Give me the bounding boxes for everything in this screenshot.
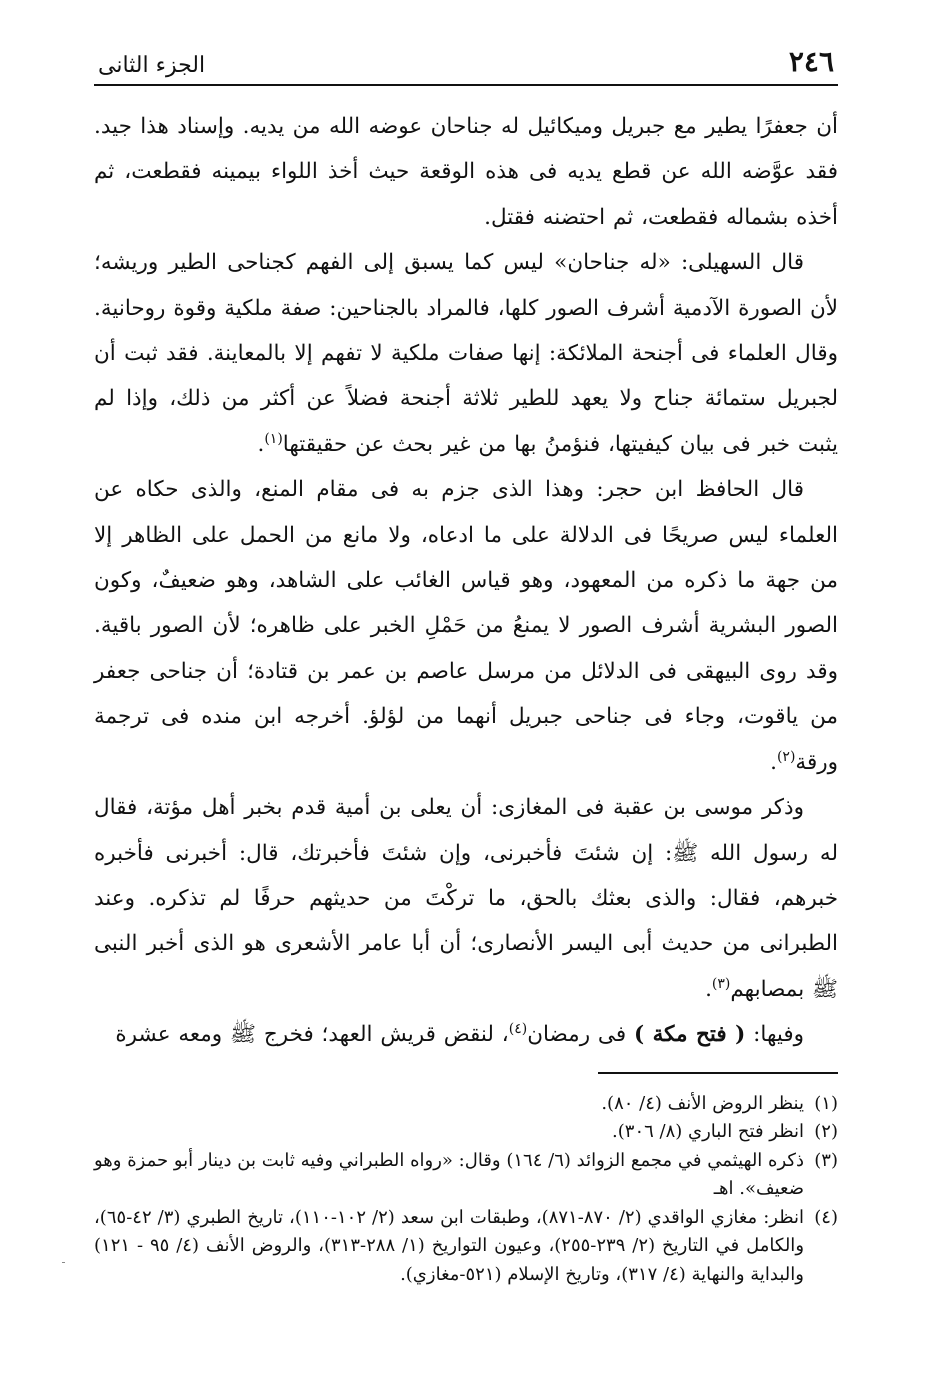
footnote-ref: (٣) bbox=[711, 975, 731, 992]
paragraph-end: ، لنقض قريش العهد؛ فخرج ﷺ ومعه عشرة bbox=[115, 1022, 509, 1048]
footnote-ref: (٤) bbox=[508, 1020, 528, 1037]
footnote-number: (٣) bbox=[814, 1149, 838, 1171]
paragraph-text: أن جعفرًا يطير مع جبريل وميكائيل له جناحان عوضه الله من يديه. وإسناد هذا جيد. فقد عوَّضه الله عن قطع يديه فى هذه الوقعة حيث أخذ اللواء بيمينه فقطعت، ثم أخذه بشماله فقطعت، ثم احتضنه فقتل. bbox=[94, 114, 838, 230]
paragraph-end: . bbox=[770, 749, 777, 775]
section-heading-inline: ( فتح مكة ) bbox=[633, 1022, 746, 1048]
page-number: ٢٤٦ bbox=[788, 45, 834, 78]
scan-speck bbox=[62, 1262, 65, 1263]
footnotes bbox=[94, 1090, 838, 1290]
paragraph-end: . bbox=[705, 976, 712, 1002]
footnote-number: (٤) bbox=[814, 1206, 838, 1228]
paragraph-prefix: وفيها: bbox=[745, 1022, 804, 1048]
footnote-number: (٢) bbox=[814, 1121, 838, 1143]
footnote-ref: (٢) bbox=[776, 748, 796, 765]
footnote-text: انظر فتح الباري (٨/ ٣٠٦). bbox=[612, 1121, 804, 1143]
paragraph-text: وذكر موسى بن عقبة فى المغازى: أن يعلى بن أمية قدم بخبر أهل مؤتة، فقال له رسول الله ﷺ: إن شئتَ فأخبرنى، وإن شئتَ فأخبرتك، قال: أخبرنى فأخبره خبرهم، فقال: والذى بعثك بالحق، ما تركْتَ من حديثهم حرفًا لم تذكره. وعند الطبرانى من حديث أبى اليسر الأنصارى؛ أن أبا عامر الأشعرى هو الذى أخبر النبى ﷺ بمصابهم bbox=[94, 795, 838, 1002]
footnote-separator bbox=[598, 1072, 838, 1074]
footnote-text: ذكره الهيثمي في مجمع الزوائد (٦/ ١٦٤) وقال: «رواه الطبراني وفيه ثابت بن دينار أبو حمزة وهو ضعيف». اهـ bbox=[94, 1149, 804, 1200]
paragraph-2 bbox=[94, 240, 838, 467]
footnote-ref: (١) bbox=[264, 430, 283, 447]
page-header bbox=[94, 40, 838, 86]
footnote-4 bbox=[94, 1204, 838, 1290]
paragraph-end: . bbox=[257, 431, 265, 457]
footnote-1 bbox=[94, 1090, 838, 1119]
footnote-text: ينظر الروض الأنف (٤/ ٨٠). bbox=[601, 1092, 804, 1114]
book-page bbox=[94, 40, 838, 1289]
footnote-2 bbox=[94, 1118, 838, 1147]
footnote-number: (١) bbox=[814, 1092, 838, 1114]
footnote-text: انظر: مغازي الواقدي (٢/ ٨٧٠-٨٧١)، وطبقات ابن سعد (٢/ ١٠٢-١١٠)، تاريخ الطبري (٣/ ٤٢-٦٥)، والكامل في التاريخ (٢/ ٢٣٩-٢٥٥)، وعيون التواريخ (١/ ٢٨٨-٣١٣)، والروض الأنف (٤/ ٩٥ - ١٢١) والبداية والنهاية (٤/ ٣١٧)، وتاريخ الإسلام (٥٢١-مغازي). bbox=[94, 1206, 805, 1285]
paragraph-text: قال الحافظ ابن حجر: وهذا الذى جزم به فى مقام المنع، والذى حكاه عن العلماء ليس صريحًا فى الدلالة على ما ادعاه، ولا مانع من الحمل على الظاهر إلا من جهة ما ذكره من المعهود، وهو قياس الغائب على الشاهد، وهو ضعيفٌ، وكون الصور البشرية أشرف الصور لا يمنعُ من حَمْلِ الخبر على ظاهره؛ لأن الصور باقية. وقد روى البيهقى فى الدلائل من مرسل عاصم بن عمر بن قتادة؛ أن جناحى جعفر من ياقوت، وجاء فى جناحى جبريل أنهما من لؤلؤ. أخرجه ابن منده فى ترجمة ورقة bbox=[94, 477, 838, 775]
paragraph-3 bbox=[94, 467, 838, 785]
running-head: الجزء الثانى bbox=[98, 53, 206, 78]
paragraph-5 bbox=[94, 1012, 838, 1057]
paragraph-text: فى رمضان bbox=[527, 1022, 634, 1048]
paragraph-text: قال السهيلى: «له جناحان» ليس كما يسبق إلى الفهم كجناحى الطير وريشه؛ لأن الصورة الآدمية أشرف الصور كلها، فالمراد بالجناحين: صفة ملكية وقوة روحانية. وقال العلماء فى أجنحة الملائكة: إنها صفات ملكية لا تفهم إلا بالمعاينة. فقد ثبت أن لجبريل ستمائة جناح ولا يعهد للطير ثلاثة أجنحة فضلاً عن أكثر من ذلك، وإذا لم يثبت خبر فى بيان كيفيتها، فنؤمنُ بها من غير بحث عن حقيقتها bbox=[94, 250, 838, 457]
paragraph-1 bbox=[94, 104, 838, 240]
main-text bbox=[94, 104, 838, 1058]
paragraph-4 bbox=[94, 785, 838, 1012]
footnote-3 bbox=[94, 1147, 838, 1204]
